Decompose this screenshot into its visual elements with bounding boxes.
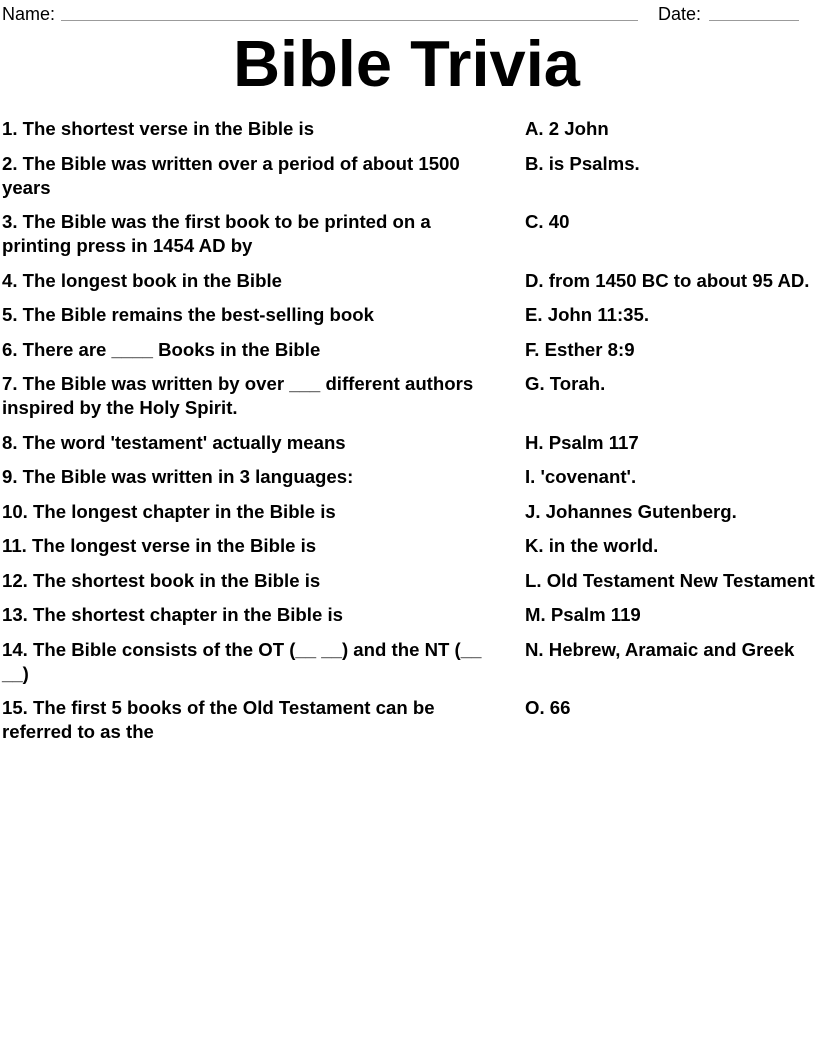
question-text: 2. The Bible was written over a period of about 1500 years	[2, 152, 460, 198]
match-row	[2, 569, 815, 593]
answer-text: N. Hebrew, Aramaic and Greek	[525, 638, 795, 660]
question-text: 4. The longest book in the Bible	[2, 269, 282, 291]
question-text: 11. The longest verse in the Bible is	[2, 535, 317, 556]
match-row	[2, 269, 811, 293]
match-row	[2, 500, 811, 524]
name-blank-line	[61, 3, 638, 21]
answer-text: A. 2 John	[525, 118, 609, 139]
date-label: Date:	[657, 4, 701, 24]
match-row	[2, 210, 811, 258]
match-row	[2, 534, 811, 558]
question-text: 15. The first 5 books of the Old Testament can be referred to as the	[2, 697, 435, 742]
answer-text: B. is Psalms.	[525, 152, 640, 174]
answer-text: J. Johannes Gutenberg.	[525, 500, 737, 522]
question-text: 9. The Bible was written in 3 languages:	[2, 466, 354, 487]
question-text: 3. The Bible was the first book to be printed on a printing press in 1454 AD by	[2, 211, 431, 256]
name-label: Name:	[2, 4, 56, 24]
match-row	[2, 303, 811, 327]
answer-text: M. Psalm 119	[525, 604, 641, 625]
answer-text: D. from 1450 BC to about 95 AD.	[525, 269, 810, 291]
question-text: 8. The word 'testament' actually means	[2, 431, 346, 453]
match-row	[2, 603, 811, 627]
match-row	[2, 338, 811, 362]
answer-text: E. John 11:35.	[525, 304, 650, 325]
question-text: 6. There are ____ Books in the Bible	[2, 338, 321, 360]
answer-text: G. Torah.	[525, 373, 606, 394]
answer-text: F. Esther 8:9	[525, 338, 635, 360]
match-row	[2, 117, 811, 141]
answer-text: K. in the world.	[525, 535, 659, 556]
match-row	[2, 372, 811, 420]
date-blank-line	[709, 3, 799, 21]
worksheet-header	[2, 3, 811, 25]
question-text: 13. The shortest chapter in the Bible is	[2, 604, 343, 625]
match-row	[2, 696, 811, 744]
match-row	[2, 152, 811, 200]
match-row	[2, 465, 811, 489]
question-text: 10. The longest chapter in the Bible is	[2, 500, 336, 522]
answer-text: I. 'covenant'.	[525, 466, 637, 487]
match-row	[2, 638, 811, 686]
matching-list	[2, 117, 815, 744]
question-text: 1. The shortest verse in the Bible is	[2, 118, 315, 139]
question-text: 5. The Bible remains the best-selling book	[2, 304, 374, 325]
answer-text: C. 40	[525, 211, 570, 232]
answer-text: O. 66	[525, 697, 571, 718]
page-title: Bible Trivia	[233, 27, 580, 100]
answer-text: H. Psalm 117	[525, 431, 639, 453]
question-text: 14. The Bible consists of the OT (__ __) and the NT (__ __)	[2, 638, 482, 684]
answer-text: L. Old Testament New Testament	[525, 569, 815, 591]
question-text: 12. The shortest book in the Bible is	[2, 569, 321, 591]
question-text: 7. The Bible was written by over ___ different authors inspired by the Holy Spirit.	[2, 373, 474, 418]
match-row	[2, 431, 811, 455]
